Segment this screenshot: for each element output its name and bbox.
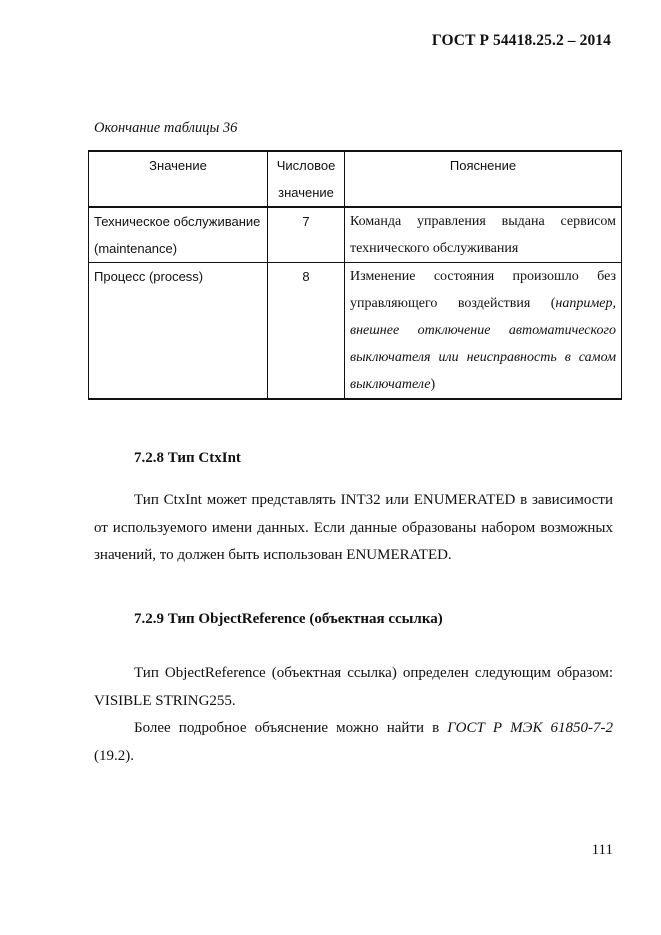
row-note-plain: Изменение состояния произошло без управляющего воздействия ( — [350, 269, 616, 311]
paragraph-reference-start: Более подробное объяснение можно найти в — [134, 720, 448, 736]
standard-reference: ГОСТ Р МЭК 61850-7-2 — [447, 720, 613, 736]
row-number-cell: 7 — [268, 207, 345, 263]
column-header-number — [268, 151, 345, 207]
table-header-row — [89, 151, 622, 207]
column-header-note: Пояснение — [345, 151, 622, 207]
page-number: 111 — [591, 842, 613, 858]
paragraph-objectreference: Тип ObjectReference (объектная ссылка) определен следующим образом: VISIBLE STRING255. — [94, 665, 613, 709]
row-note-cell: Команда управления выдана сервисом технического обслуживания — [345, 207, 622, 263]
paragraph-ctxint: Тип CtxInt может представлять INT32 или ENUMERATED в зависимости от используемого имени данных. Если данные образованы набором возможных значений, то должен быть использован ENUMERATED. — [94, 492, 613, 563]
paragraph-reference-end: (19.2). — [94, 747, 134, 764]
row-note-close: ) — [430, 377, 436, 392]
column-header-value: Значение — [89, 151, 268, 207]
column-header-number-line2: значение — [278, 185, 334, 200]
row-value-cell: Техническое обслуживание (maintenance) — [89, 207, 268, 263]
row-note-cell — [345, 263, 622, 400]
row-note-italic: например, внешнее отключение автоматического выключателя или неисправность в самом выключателе — [350, 296, 616, 392]
section-heading-7-2-9: 7.2.9 Тип ObjectReference (объектная ссылка) — [134, 611, 443, 627]
row-number-cell: 8 — [268, 263, 345, 400]
document-header: ГОСТ Р 54418.25.2 – 2014 — [431, 32, 611, 49]
table-row — [89, 263, 622, 400]
row-value-cell: Процесс (process) — [89, 263, 268, 400]
paragraph-reference — [94, 715, 613, 770]
section-heading-7-2-8: 7.2.8 Тип CtxInt — [134, 450, 241, 466]
column-header-number-line1: Числовое — [276, 158, 336, 173]
table-caption: Окончание таблицы 36 — [94, 120, 238, 136]
table-row — [89, 207, 622, 263]
values-table — [88, 150, 622, 400]
